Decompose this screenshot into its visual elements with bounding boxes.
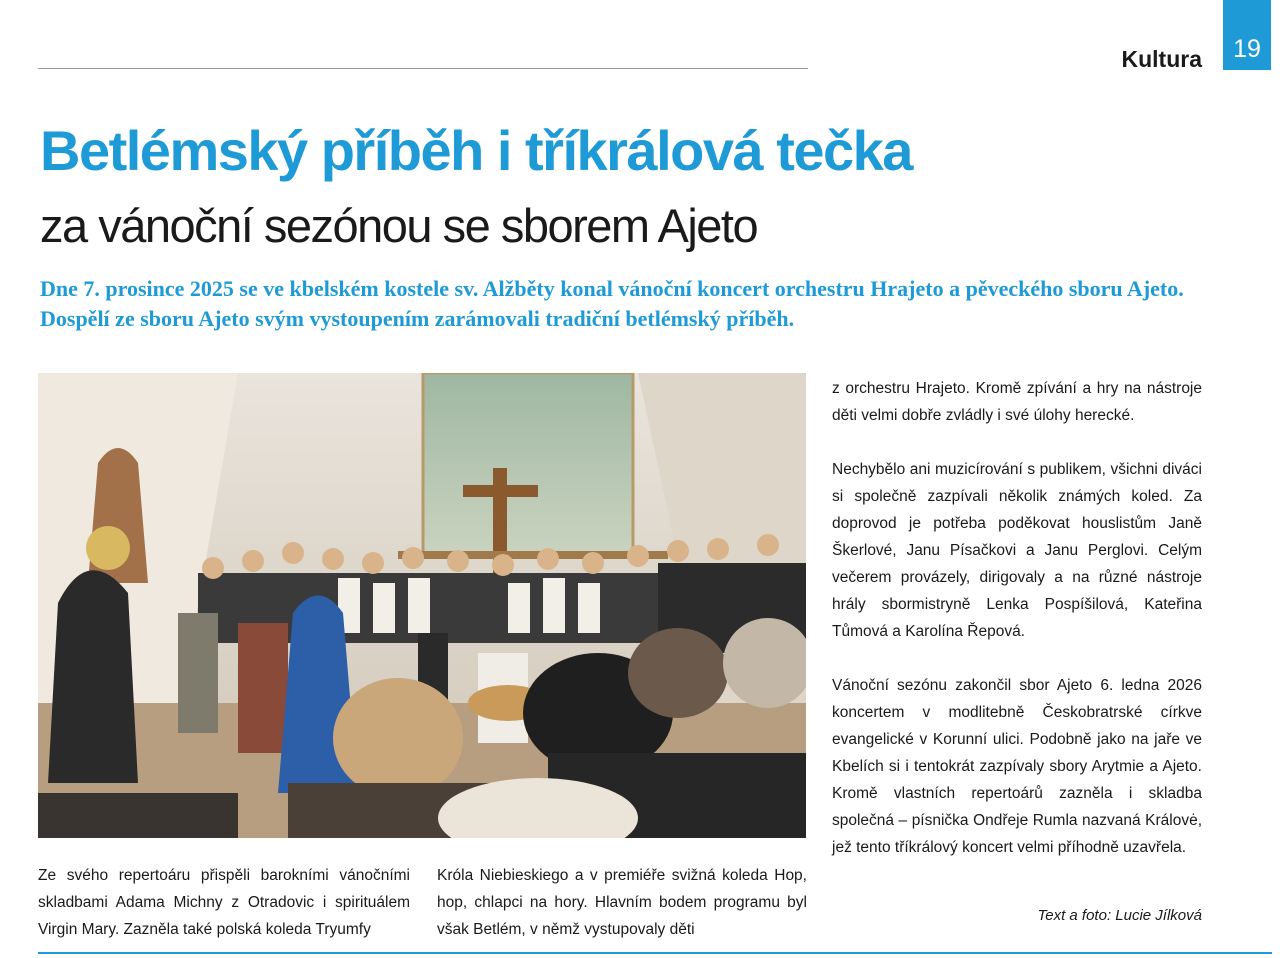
footer-rule: [38, 952, 1272, 954]
photo-credit: Text a foto: Lucie Jílková: [1037, 907, 1202, 924]
article-lead: Dne 7. prosince 2025 se ve kbelském kostele sv. Alžběty konal vánoční koncert orchestru Hrajeto a pěveckého sboru Ajeto. Dospělí ze sboru Ajeto svým vystoupením zarámovali tradiční betlémský příběh.: [40, 276, 1184, 331]
body-paragraph: Ze svého repertoáru přispěli barokními vánočními skladbami Adama Michny z Otradovic i spirituálem Virgin Mary. Zazněla také polská koleda Tryumfy: [38, 867, 410, 938]
body-paragraph: Nechybělo ani muzicírování s publikem, všichni diváci si společně zazpívali několik známých koled. Za doprovod je potřeba poděkovat houslistům Janě Škerlové, Janu Písačkovi a Janu Perglovi. Celým večerem provázely, dirigovaly a na různé nástroje hrály sbormistryně Lenka Pospíšilová, Kateřina Tůmová a Karolína Řepová.: [832, 461, 1202, 640]
body-column-1: [38, 862, 410, 943]
body-paragraph: z orchestru Hrajeto. Kromě zpívání a hry na nástroje děti velmi dobře zvládly i své úlohy herecké.: [832, 380, 1202, 424]
body-paragraph: Króla Niebieskiego a v premiéře svižná koleda Hop, hop, chlapci na hory. Hlavním bodem programu byl však Betlém, v němž vystupovaly děti: [437, 867, 807, 938]
body-paragraph: Vánoční sezónu zakončil sbor Ajeto 6. ledna 2026 koncertem v modlitebně Českobratrské církve evangelické v Korunní ulici. Podobně jako na jaře ve Kbelích si i tentokrát zazpívaly sbory Arytmie a Ajeto. Kromě vlastních repertoárů zazněla i skladba společná – písnička Ondřeje Rumla nazvaná Královė, jež tento tříkrálový koncert velmi příhodně uzavřela.: [832, 677, 1202, 856]
section-label: Kultura: [1121, 46, 1202, 72]
body-column-2: [437, 862, 807, 943]
body-column-3: [832, 375, 1202, 861]
article-subtitle: za vánoční sezónou se sborem Ajeto: [40, 199, 758, 252]
concert-photo: [38, 373, 806, 838]
page-number: 19: [1223, 0, 1271, 70]
header-rule: [38, 68, 808, 69]
article-title: Betlémský příběh i tříkrálová tečka: [40, 119, 912, 182]
